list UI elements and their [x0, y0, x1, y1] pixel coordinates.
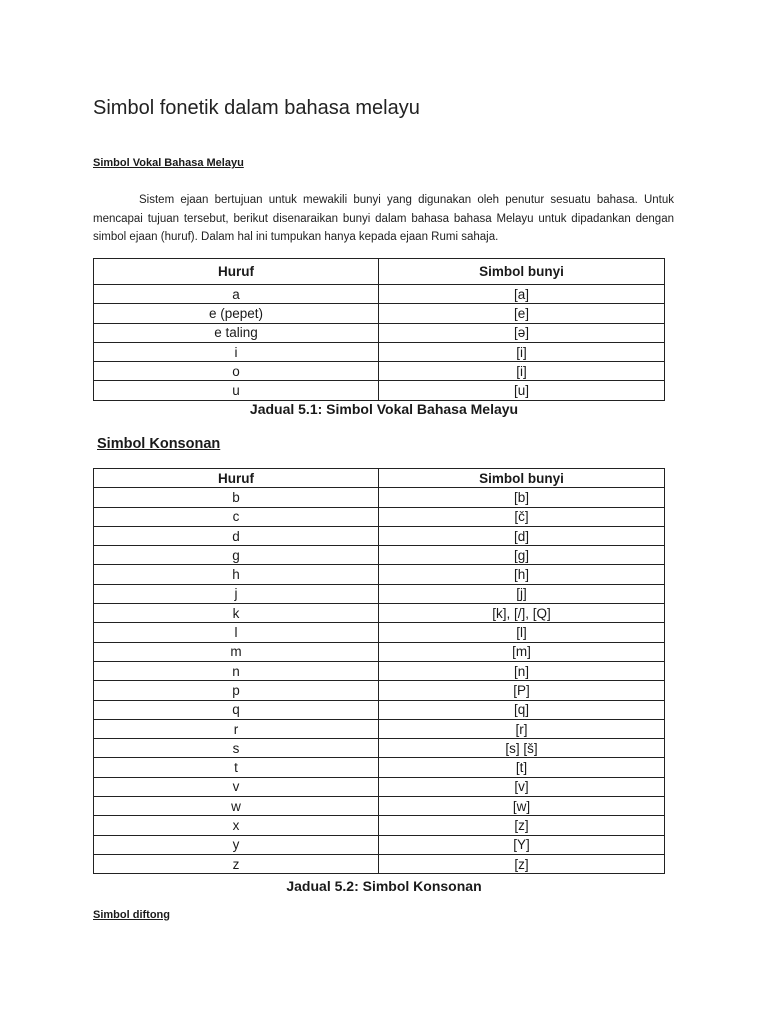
- cell-huruf: q: [94, 700, 379, 719]
- cell-huruf: b: [94, 488, 379, 507]
- intro-paragraph: [93, 191, 674, 247]
- cell-simbol-bunyi: [u]: [379, 381, 665, 400]
- cell-simbol-bunyi: [q]: [379, 700, 665, 719]
- cell-huruf: w: [94, 797, 379, 816]
- cell-huruf: n: [94, 661, 379, 680]
- cell-huruf: y: [94, 835, 379, 854]
- section-heading-konsonan: Simbol Konsonan: [97, 436, 221, 452]
- cell-simbol-bunyi: [s] [š]: [379, 739, 665, 758]
- table-row: [94, 700, 665, 719]
- column-header-simbol: Simbol bunyi: [379, 259, 665, 285]
- cell-simbol-bunyi: [h]: [379, 565, 665, 584]
- table-row: [94, 304, 665, 323]
- table-row: [94, 642, 665, 661]
- table-row: [94, 719, 665, 738]
- table-row: [94, 604, 665, 623]
- caption-konsonan-table: Jadual 5.2: Simbol Konsonan: [286, 878, 482, 894]
- cell-huruf: j: [94, 584, 379, 603]
- vokal-table: [93, 258, 665, 401]
- table-row: [94, 835, 665, 854]
- table-header-row: [94, 469, 665, 488]
- table-row: [94, 777, 665, 796]
- section-heading-vokal: Simbol Vokal Bahasa Melayu: [93, 157, 244, 169]
- cell-huruf: u: [94, 381, 379, 400]
- cell-huruf: h: [94, 565, 379, 584]
- table-row: [94, 362, 665, 381]
- table-row: [94, 661, 665, 680]
- cell-huruf: c: [94, 507, 379, 526]
- cell-simbol-bunyi: [l]: [379, 623, 665, 642]
- table-row: [94, 739, 665, 758]
- table-row: [94, 323, 665, 342]
- column-header-huruf: Huruf: [94, 469, 379, 488]
- cell-simbol-bunyi: [t]: [379, 758, 665, 777]
- table-row: [94, 797, 665, 816]
- cell-simbol-bunyi: [d]: [379, 526, 665, 545]
- cell-simbol-bunyi: [Y]: [379, 835, 665, 854]
- cell-simbol-bunyi: [e]: [379, 304, 665, 323]
- cell-huruf: v: [94, 777, 379, 796]
- cell-huruf: p: [94, 681, 379, 700]
- cell-huruf: r: [94, 719, 379, 738]
- cell-huruf: s: [94, 739, 379, 758]
- section-heading-diftong: Simbol diftong: [93, 909, 170, 921]
- cell-huruf: t: [94, 758, 379, 777]
- table-row: [94, 526, 665, 545]
- column-header-simbol: Simbol bunyi: [379, 469, 665, 488]
- cell-huruf: m: [94, 642, 379, 661]
- table-row: [94, 381, 665, 400]
- cell-huruf: l: [94, 623, 379, 642]
- column-header-huruf: Huruf: [94, 259, 379, 285]
- cell-huruf: z: [94, 854, 379, 873]
- table-row: [94, 507, 665, 526]
- table-row: [94, 816, 665, 835]
- cell-simbol-bunyi: [z]: [379, 816, 665, 835]
- cell-huruf: g: [94, 546, 379, 565]
- cell-simbol-bunyi: [k], [/], [Q]: [379, 604, 665, 623]
- cell-simbol-bunyi: [P]: [379, 681, 665, 700]
- cell-simbol-bunyi: [a]: [379, 285, 665, 304]
- cell-simbol-bunyi: [z]: [379, 854, 665, 873]
- cell-simbol-bunyi: [n]: [379, 661, 665, 680]
- cell-huruf: e (pepet): [94, 304, 379, 323]
- cell-simbol-bunyi: [m]: [379, 642, 665, 661]
- cell-simbol-bunyi: [w]: [379, 797, 665, 816]
- table-header-row: [94, 259, 665, 285]
- intro-paragraph-text: Sistem ejaan bertujuan untuk mewakili bunyi yang digunakan oleh penutur sesuatu bahasa. Untuk mencapai tujuan tersebut, berikut disenaraikan bunyi dalam bahasa bahasa Melayu untuk dipadankan dengan simbol ejaan (huruf). Dalam hal ini tumpukan hanya kepada ejaan Rumi sahaja.: [93, 194, 674, 243]
- table-row: [94, 565, 665, 584]
- cell-simbol-bunyi: [ə]: [379, 323, 665, 342]
- cell-simbol-bunyi: [j]: [379, 584, 665, 603]
- table-row: [94, 623, 665, 642]
- cell-simbol-bunyi: [b]: [379, 488, 665, 507]
- cell-huruf: i: [94, 342, 379, 361]
- cell-simbol-bunyi: [i]: [379, 362, 665, 381]
- cell-huruf: o: [94, 362, 379, 381]
- table-row: [94, 681, 665, 700]
- table-row: [94, 285, 665, 304]
- cell-simbol-bunyi: [g]: [379, 546, 665, 565]
- cell-huruf: e taling: [94, 323, 379, 342]
- table-row: [94, 584, 665, 603]
- table-row: [94, 546, 665, 565]
- cell-huruf: x: [94, 816, 379, 835]
- table-row: [94, 342, 665, 361]
- table-row: [94, 758, 665, 777]
- table-row: [94, 854, 665, 873]
- cell-simbol-bunyi: [v]: [379, 777, 665, 796]
- cell-simbol-bunyi: [č]: [379, 507, 665, 526]
- cell-simbol-bunyi: [i]: [379, 342, 665, 361]
- table-row: [94, 488, 665, 507]
- cell-simbol-bunyi: [r]: [379, 719, 665, 738]
- konsonan-table: [93, 468, 665, 874]
- cell-huruf: d: [94, 526, 379, 545]
- caption-vokal-table: Jadual 5.1: Simbol Vokal Bahasa Melayu: [249, 401, 519, 417]
- cell-huruf: k: [94, 604, 379, 623]
- cell-huruf: a: [94, 285, 379, 304]
- page-title: Simbol fonetik dalam bahasa melayu: [93, 97, 420, 119]
